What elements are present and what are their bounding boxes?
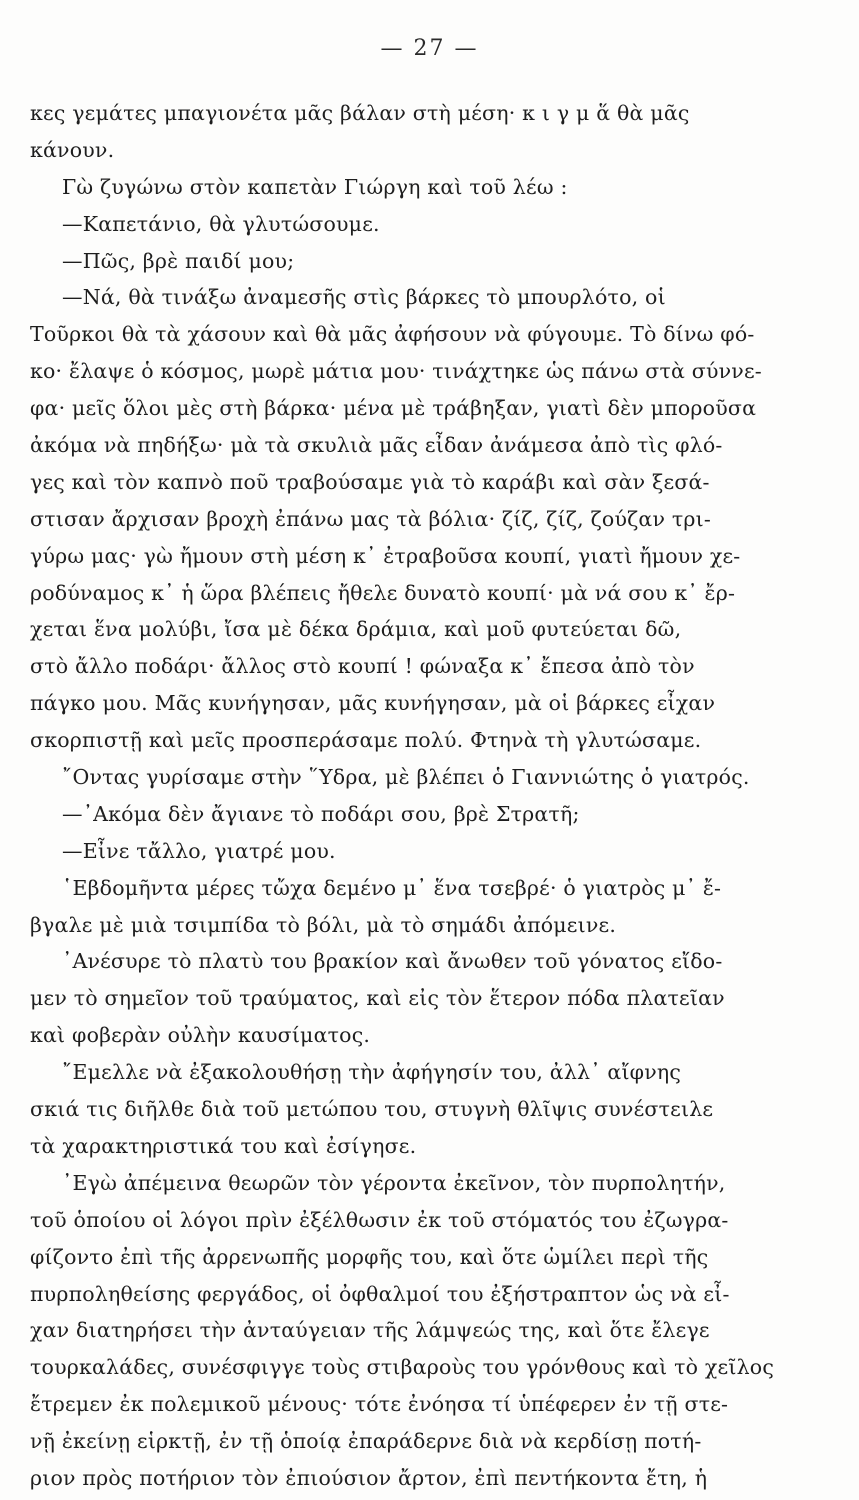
- text-line: —Εἶνε τἄλλο, γιατρέ μου.: [62, 838, 336, 863]
- text-line: τουρκαλάδες, συνέσφιγγε τοὺς στιβαροὺς του γρόνθους καὶ τὸ χεῖλος: [30, 1355, 775, 1380]
- text-line: —Πῶς, βρὲ παιδί μου;: [62, 248, 295, 273]
- text-line: πάγκο μου. Μᾶς κυνήγησαν, μᾶς κυνήγησαν, μὰ οἱ βάρκες εἶχαν: [30, 691, 716, 716]
- text-line: κάνουν.: [30, 137, 115, 162]
- text-line: μεν τὸ σημεῖον τοῦ τραύματος, καὶ εἰς τὸν ἕτερον πόδα πλατεῖαν: [30, 986, 725, 1011]
- text-line: ἀκόμα νὰ πηδήξω· μὰ τὰ σκυλιὰ μᾶς εἶδαν ἀνάμεσα ἀπὸ τὶς φλό-: [30, 433, 723, 458]
- text-line: τοῦ ὁποίου οἱ λόγοι πρὶν ἐξέλθωσιν ἐκ τοῦ στόματός του ἐζωγρα-: [30, 1207, 729, 1232]
- text-line: ῎Οντας γυρίσαμε στὴν ῞Υδρα, μὲ βλέπει ὁ Γιαννιώτης ὁ γιατρός.: [62, 765, 750, 790]
- text-line: σκιά τις διῆλθε διὰ τοῦ μετώπου του, στυγνὴ θλῖψις συνέστειλε: [30, 1097, 714, 1122]
- text-line: κες γεμάτες μπαγιονέτα μᾶς βάλαν στὴ μέση· κ ι γ μ ἅ θὰ μᾶς: [30, 101, 690, 125]
- text-line: —Νά, θὰ τινάξω ἀναμεσῆς στὶς βάρκες τὸ μπουρλότο, οἱ: [62, 285, 666, 310]
- text-line: βγαλε μὲ μιὰ τσιμπίδα τὸ βόλι, μὰ τὸ σημάδι ἀπόμεινε.: [30, 912, 617, 937]
- text-line: πυρποληθείσης φεργάδος, οἱ ὀφθαλμοί του ἐξήστραπτον ὡς νὰ εἶ-: [30, 1281, 730, 1306]
- text-line: γύρω μας· γὼ ἤμουν στὴ μέση κ᾽ ἐτραβοῦσα κουπί, γιατὶ ἤμουν χε-: [30, 543, 741, 568]
- text-line: Γὼ ζυγώνω στὸν καπετὰν Γιώργη καὶ τοῦ λέω :: [62, 174, 568, 199]
- text-line: κο· ἔλαψε ὁ κόσμος, μωρὲ μάτια μου· τινάχτηκε ὡς πάνω στὰ σύννε-: [30, 359, 762, 384]
- body-text: [30, 95, 775, 1497]
- text-line: γες καὶ τὸν καπνὸ ποῦ τραβούσαμε γιὰ τὸ καράβι καὶ σὰν ξεσά-: [30, 469, 710, 494]
- text-line: φα· μεῖς ὅλοι μὲς στὴ βάρκα· μένα μὲ τράβηξαν, γιατὶ δὲν μποροῦσα: [30, 396, 757, 421]
- text-line: χαν διατηρήσει τὴν ἀνταύγειαν τῆς λάμψεώς της, καὶ ὅτε ἔλεγε: [30, 1318, 710, 1343]
- text-line: ροδύναμος κ᾽ ἡ ὥρα βλέπεις ἤθελε δυνατὸ κουπί· μὰ νά σου κ᾽ ἔρ-: [30, 580, 736, 605]
- text-line: —᾽Ακόμα δὲν ἄγιανε τὸ ποδάρι σου, βρὲ Στρατῆ;: [62, 801, 580, 826]
- text-line: Τοῦρκοι θὰ τὰ χάσουν καὶ θὰ μᾶς ἀφήσουν νὰ φύγουμε. Τὸ δίνω φό-: [30, 322, 755, 347]
- text-line: στὸ ἄλλο ποδάρι· ἄλλος στὸ κουπί ! φώναξα κ᾽ ἔπεσα ἀπὸ τὸν: [30, 654, 695, 679]
- text-line: ῎Εμελλε νὰ ἐξακολουθήσῃ τὴν ἀφήγησίν του, ἀλλ᾽ αἴφνης: [62, 1060, 682, 1085]
- text-line: ᾽Εγὼ ἀπέμεινα θεωρῶν τὸν γέροντα ἐκεῖνον, τὸν πυρπολητήν,: [62, 1170, 726, 1195]
- text-line: ᾽Ανέσυρε τὸ πλατὺ του βρακίον καὶ ἄνωθεν τοῦ γόνατος εἴδο-: [62, 949, 723, 974]
- text-line: σκορπιστῇ καὶ μεῖς προσπεράσαμε πολύ. Φτηνὰ τὴ γλυτώσαμε.: [30, 728, 702, 753]
- text-line: νῇ ἐκείνῃ εἱρκτῇ, ἐν τῇ ὁποίᾳ ἐπαράδερνε διὰ νὰ κερδίσῃ ποτή-: [30, 1429, 702, 1454]
- text-line: φίζοντο ἐπὶ τῆς ἀρρενωπῆς μορφῆς του, καὶ ὅτε ὡμίλει περὶ τῆς: [30, 1244, 709, 1269]
- text-line: χεται ἕνα μολύβι, ἴσα μὲ δέκα δράμια, καὶ μοῦ φυτεύεται δῶ,: [30, 617, 682, 642]
- page-number: — 27 —: [380, 36, 479, 61]
- text-line: ῾Εβδομῆντα μέρες τὤχα δεμένο μ᾽ ἕνα τσεβρέ· ὁ γιατρὸς μ᾽ ἔ-: [62, 875, 722, 900]
- text-line: τὰ χαρακτηριστικά του καὶ ἐσίγησε.: [30, 1133, 417, 1158]
- text-line: στισαν ἄρχισαν βροχὴ ἐπάνω μας τὰ βόλια· ζίζ, ζίζ, ζούζαν τρι-: [30, 506, 711, 531]
- text-line: καὶ φοβερὰν οὐλὴν καυσίματος.: [30, 1023, 371, 1048]
- text-line: ριον πρὸς ποτήριον τὸν ἐπιούσιον ἄρτον, ἐπὶ πεντήκοντα ἔτη, ἡ: [30, 1465, 708, 1490]
- text-line: —Καπετάνιο, θὰ γλυτώσουμε.: [62, 211, 380, 236]
- text-line: ἔτρεμεν ἐκ πολεμικοῦ μένους· τότε ἐνόησα τί ὑπέφερεν ἐν τῇ στε-: [30, 1392, 729, 1417]
